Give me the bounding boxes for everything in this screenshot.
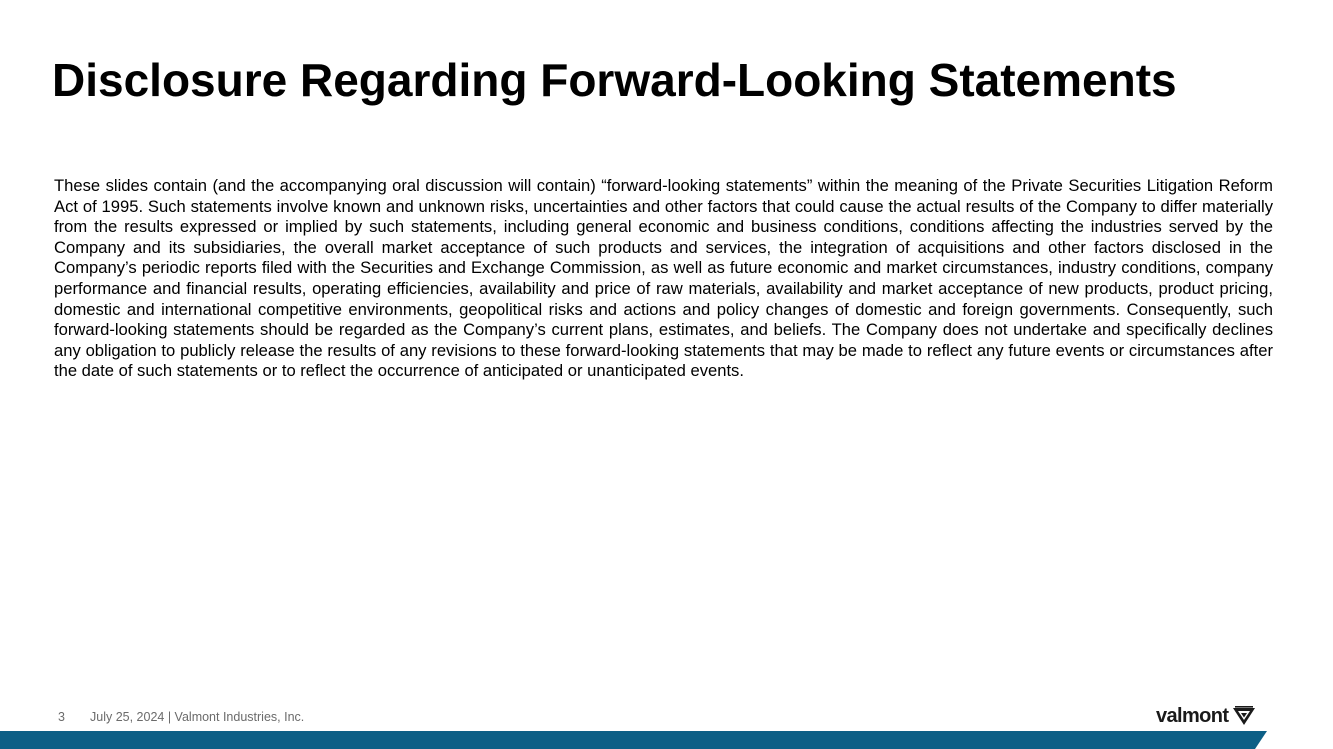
footer-date-company: July 25, 2024 | Valmont Industries, Inc. <box>90 710 305 724</box>
slide-title: Disclosure Regarding Forward-Looking Statements <box>52 54 1177 106</box>
disclosure-body: These slides contain (and the accompanying oral discussion will contain) “forward-looking statements” within the meaning of the Private Securities Litigation Reform Act of 1995. Such statements involve known and unknown risks, uncertainties and other factors that could cause the actual results of the Company to differ materially from the results expressed or implied by such statements, including general economic and business conditions, conditions affecting the industries served by the Company and its subsidiaries, the overall market acceptance of such products and services, the integration of acquisitions and other factors disclosed in the Company’s periodic reports filed with the Securities and Exchange Commission, as well as future economic and market circumstances, industry conditions, company performance and financial results, operating efficiencies, availability and price of raw materials, availability and market acceptance of new products, product pricing, domestic and international competitive environments, geopolitical risks and actions and policy changes of domestic and foreign governments. Consequently, such forward-looking statements should be regarded as the Company’s current plans, estimates, and beliefs. The Company does not undertake and specifically declines any obligation to publicly release the results of any revisions to these forward-looking statements that may be made to reflect any future events or circumstances after the date of such statements or to reflect the occurrence of anticipated or unanticipated events. <box>54 176 1273 381</box>
slide-footer <box>58 710 304 724</box>
bottom-accent-bar <box>0 731 1333 749</box>
valmont-logo <box>1156 705 1256 727</box>
logo-wordmark: valmont <box>1156 705 1229 727</box>
valmont-v-mark-icon <box>1232 706 1256 726</box>
page-number: 3 <box>58 710 65 724</box>
